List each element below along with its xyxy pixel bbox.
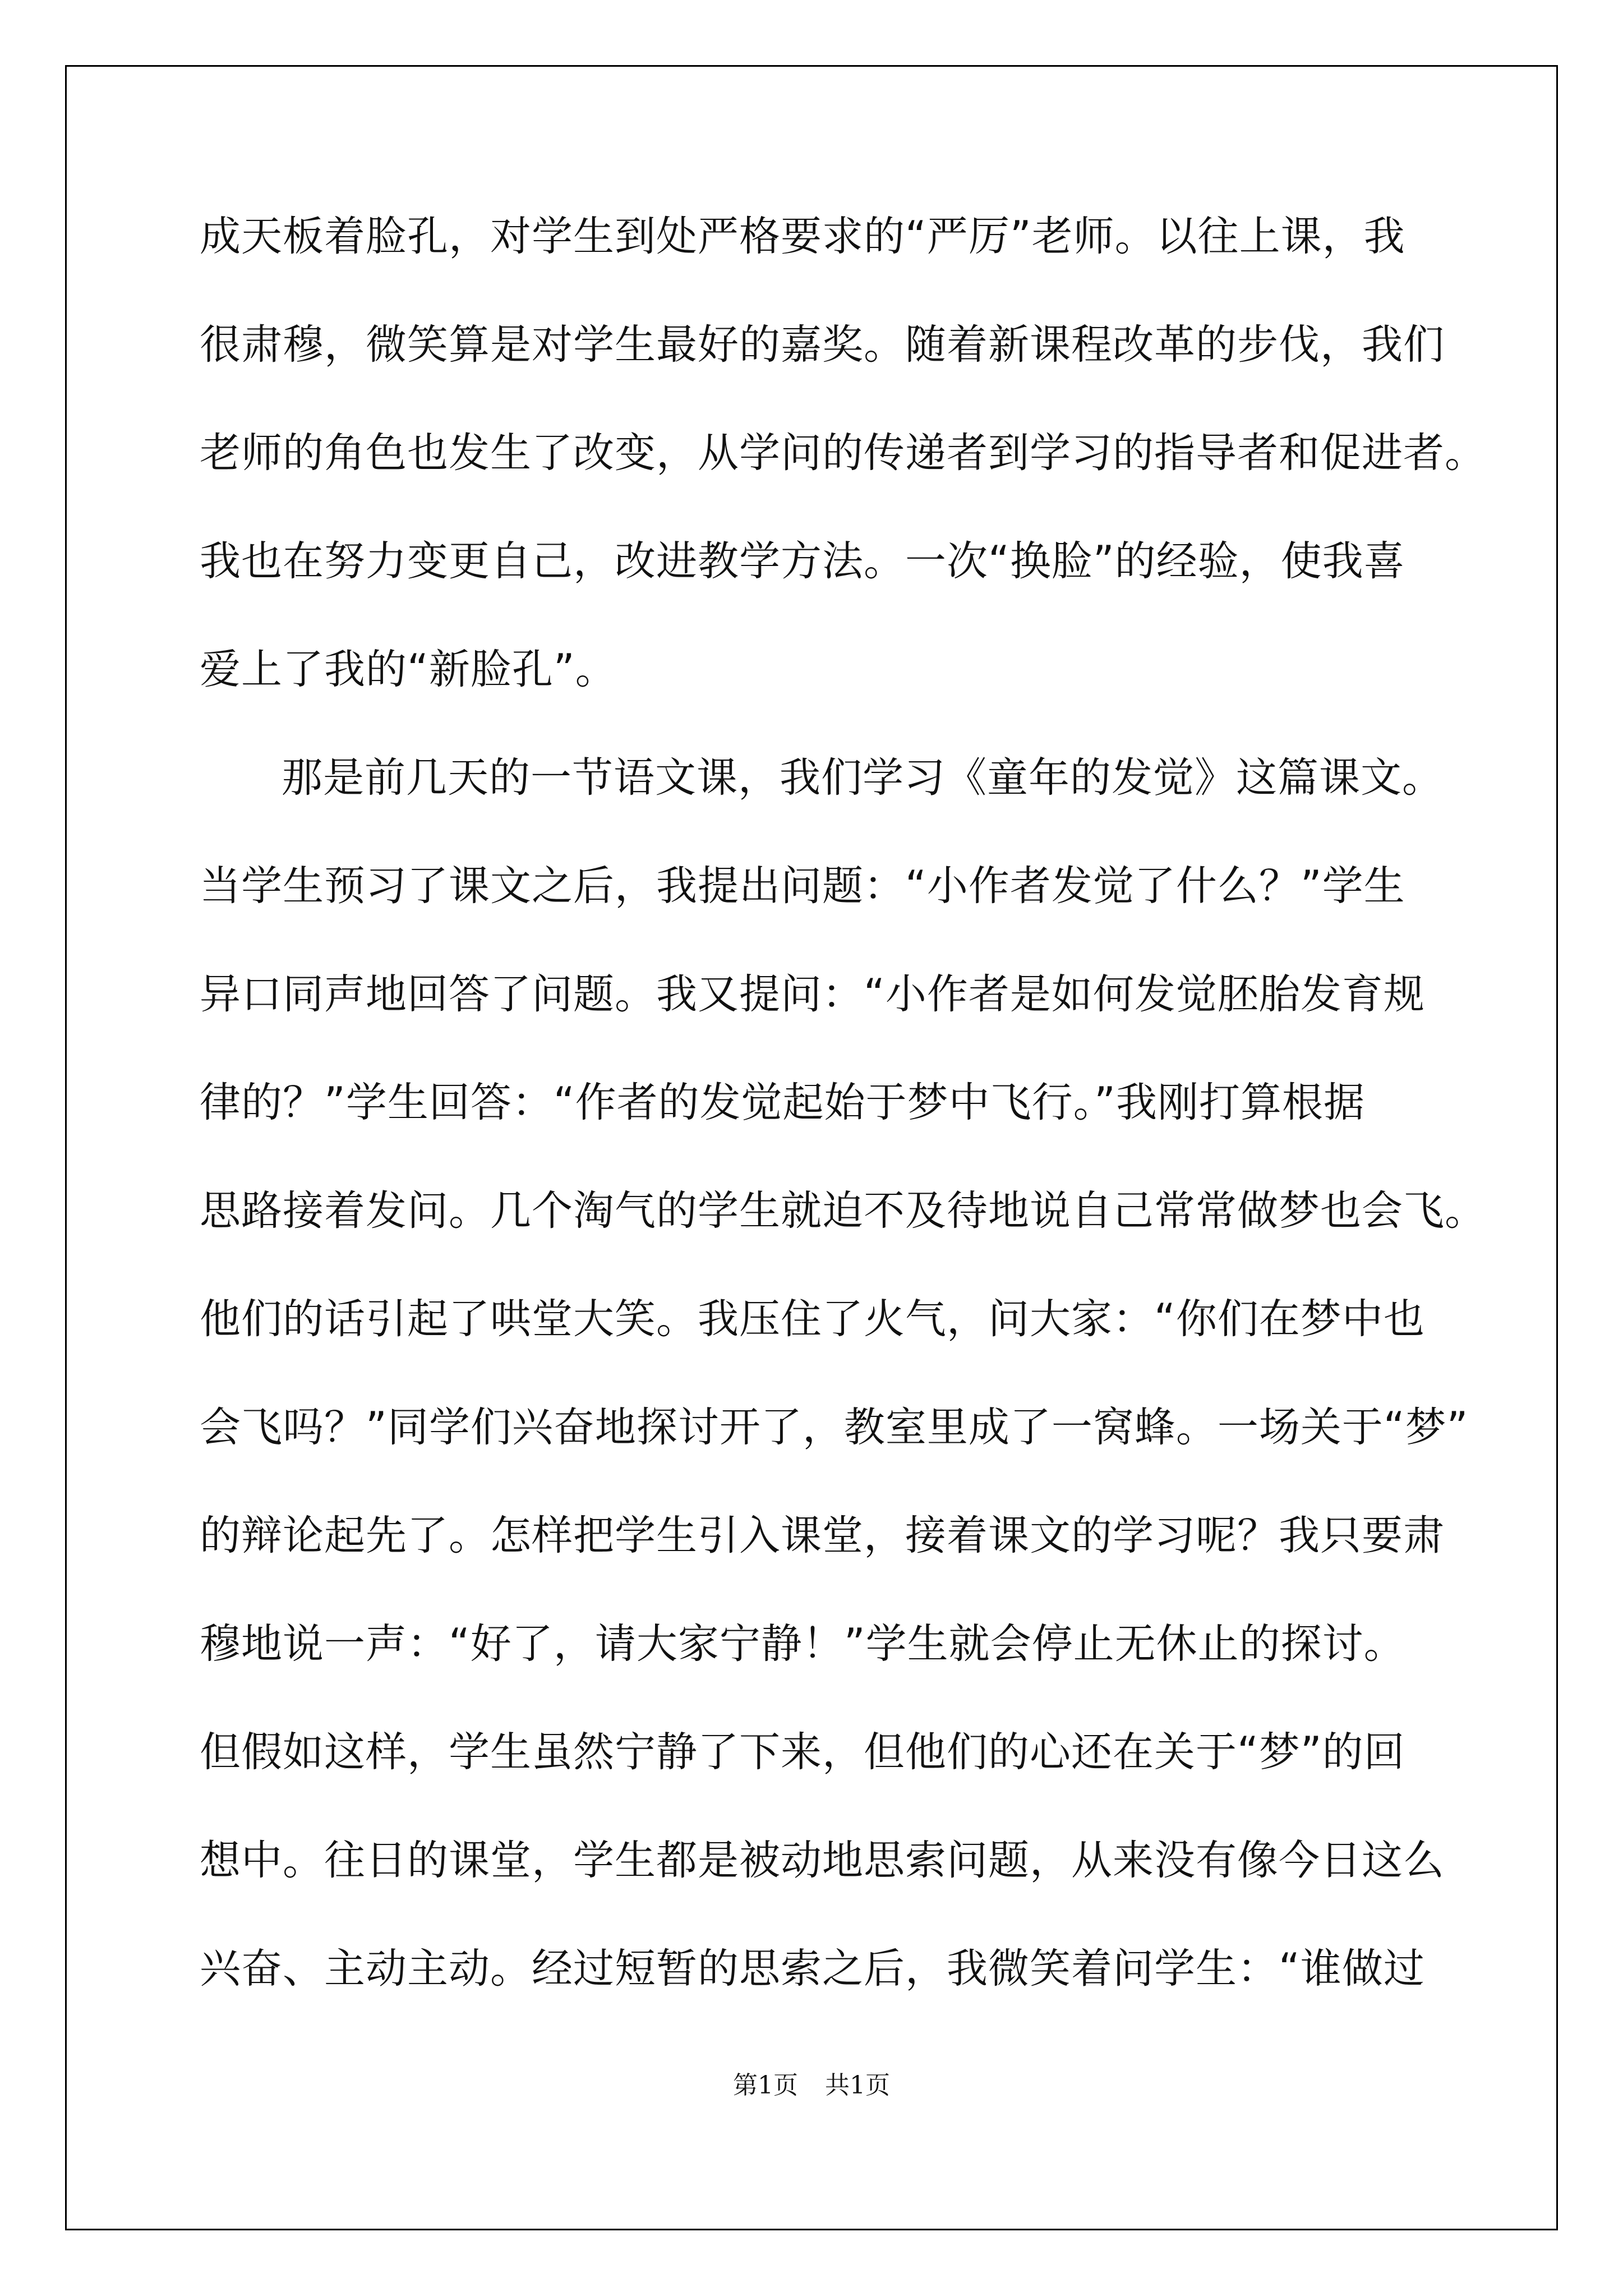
text-line: 的辩论起先了。怎样把学生引入课堂，接着课文的学习呢？我只要肃	[200, 1512, 1445, 1559]
page-footer	[0, 2069, 1623, 2102]
text-line: 思路接着发问。几个淘气的学生就迫不及待地说自己常常做梦也会飞。	[200, 1187, 1486, 1235]
text-line: 当学生预习了课文之后，我提出问题：“小作者发觉了什么？”学生	[200, 862, 1405, 910]
text-line: 老师的角色也发生了改变，从学问的传递者到学习的指导者和促进者。	[200, 429, 1486, 477]
text-line: 会飞吗？”同学们兴奋地探讨开了，教室里成了一窝蜂。一场关于“梦”	[200, 1404, 1469, 1451]
page-border	[65, 65, 1558, 2230]
text-line: 兴奋、主动主动。经过短暂的思索之后，我微笑着问学生：“谁做过	[200, 1945, 1425, 1993]
text-line: 成天板着脸孔，对学生到处严格要求的“严厉”老师。以往上课，我	[200, 213, 1405, 260]
text-line: 他们的话引起了哄堂大笑。我压住了火气，问大家：“你们在梦中也	[200, 1295, 1425, 1343]
text-line: 很肃穆，微笑算是对学生最好的嘉奖。随着新课程改革的步伐，我们	[200, 321, 1445, 369]
text-line: 我也在努力变更自己，改进教学方法。一次“换脸”的经验，使我喜	[200, 537, 1405, 585]
text-line: 想中。往日的课堂，学生都是被动地思索问题，从来没有像今日这么	[200, 1837, 1445, 1884]
text-line: 律的？”学生回答：“作者的发觉起始于梦中飞行。”我刚打算根据	[200, 1079, 1365, 1126]
paragraph-first-line: 那是前几天的一节语文课，我们学习《童年的发觉》这篇课文。	[282, 754, 1444, 802]
text-line: 异口同声地回答了问题。我又提问：“小作者是如何发觉胚胎发育规	[200, 970, 1425, 1018]
page-number-total: 共1页	[825, 2071, 890, 2100]
text-line: 穆地说一声：“好了，请大家宁静！”学生就会停止无休止的探讨。	[200, 1620, 1405, 1668]
page-number-current: 第1页	[733, 2071, 798, 2100]
text-line: 但假如这样，学生虽然宁静了下来，但他们的心还在关于“梦”的回	[200, 1728, 1405, 1776]
text-line: 爱上了我的“新脸孔”。	[200, 646, 617, 693]
